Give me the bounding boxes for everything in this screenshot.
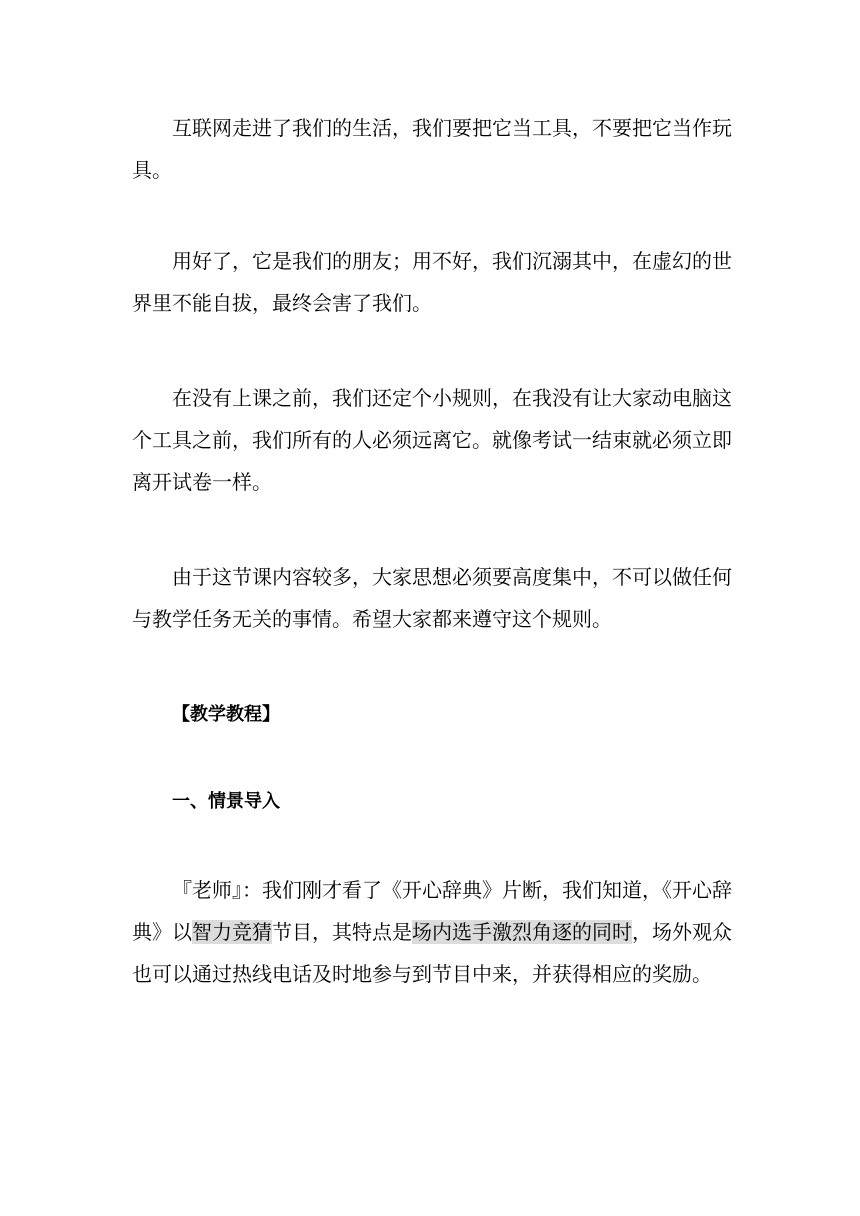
highlight-quiz: 智力竞猜 <box>192 920 272 944</box>
teacher-text-part3: ，场外观众也可以通过热线电话及时地参与到节目中来，并获得相应的奖励。 <box>132 920 732 986</box>
paragraph-rules: 在没有上课之前，我们还定个小规则，在我没有让大家动电脑这个工具之前，我们所有的人必须远离它。就像考试一结束就必须立即离开试卷一样。 <box>132 386 732 494</box>
highlight-competition: 场内选手激烈角逐的同时 <box>412 920 632 944</box>
teacher-text-part1: 『老师』：我们刚才看了《开心辞典》片断，我们知道，《开心辞典》以 <box>132 878 732 944</box>
section-heading: 【教学教程】 <box>172 704 280 725</box>
paragraph-focus: 由于这节课内容较多，大家思想必须要高度集中，不可以做任何与教学任务无关的事情。希望大家都来遵守这个规则。 <box>132 565 732 631</box>
paragraph-teacher <box>132 869 732 995</box>
paragraph-internet: 互联网走进了我们的生活，我们要把它当工具，不要把它当作玩具。 <box>132 116 732 182</box>
subsection-heading: 一、情景导入 <box>172 791 280 812</box>
paragraph-use-well: 用好了，它是我们的朋友；用不好，我们沉溺其中，在虚幻的世界里不能自拔，最终会害了我们。 <box>132 249 732 315</box>
teacher-text-part2: 节目，其特点是 <box>272 920 412 944</box>
